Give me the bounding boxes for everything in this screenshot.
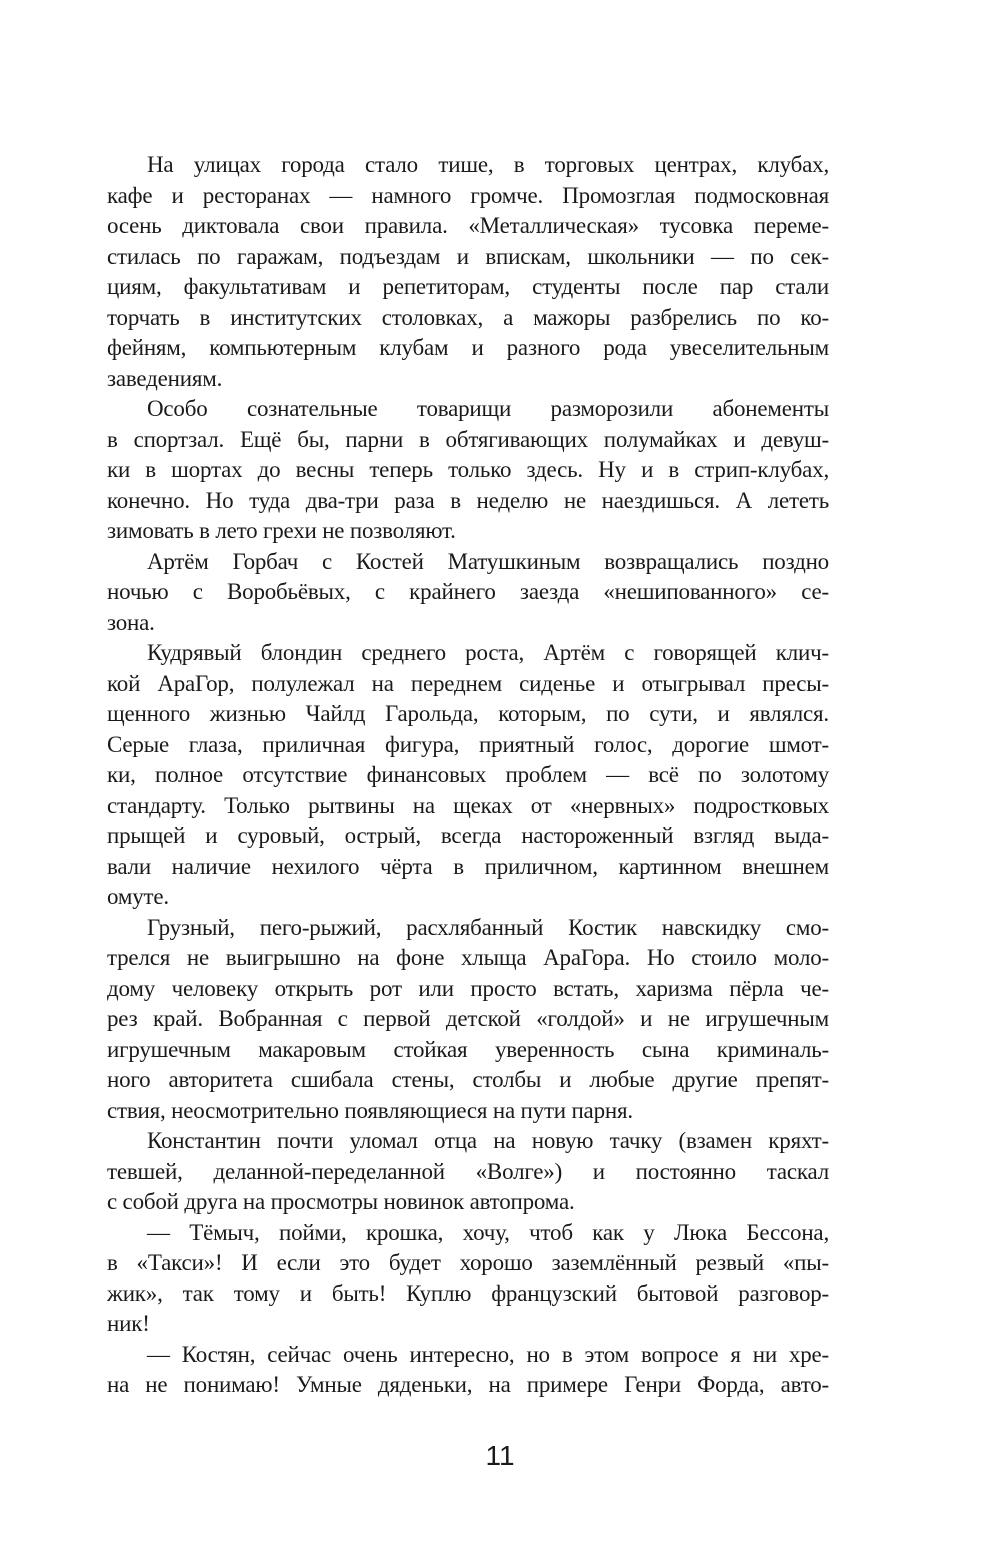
text-line: зимовать в лето грехи не позволяют. [107, 518, 456, 543]
text-line: Грузный, пего-рыжий, расхлябанный Костик навскидку смо- [147, 914, 829, 940]
text-line: в «Такси»! И если это будет хорошо заземлённый резвый «пы- [107, 1250, 829, 1275]
text-line: конечно. Но туда два-три раза в неделю не наездишься. А лететь [107, 487, 829, 513]
text-line: На улицах города стало тише, в торговых центрах, клубах, [147, 152, 829, 177]
text-line: ки в шортах до весны теперь только здесь. Ну и в стрип-клубах, [107, 457, 829, 482]
text-line: прыщей и суровый, острый, всегда настороженный взгляд выда- [107, 823, 829, 848]
text-line: осень диктовала свои правила. «Металлическая» тусовка переме- [107, 213, 829, 238]
text-line: зона. [107, 609, 155, 635]
paragraph [107, 1126, 829, 1218]
text-line: ки, полное отсутствие финансовых проблем — всё по золотому [107, 762, 829, 787]
text-line: — Костян, сейчас очень интересно, но в этом вопросе я ни хре- [147, 1341, 829, 1367]
paragraph [107, 913, 829, 1127]
page-number: 11 [485, 1440, 515, 1471]
paragraph [107, 394, 829, 547]
text-line: в спортзал. Ещё бы, парни в обтягивающих полумайках и девуш- [107, 426, 829, 452]
text-line: Кудрявый блондин среднего роста, Артём с говорящей клич- [147, 640, 829, 665]
text-line: жик», так тому и быть! Куплю французский бытовой разговор- [107, 1280, 829, 1306]
text-line: ночью с Воробьёвых, с крайнего заезда «нешипованного» се- [107, 579, 829, 604]
paragraph [107, 1340, 829, 1401]
text-line: тевшей, деланной-переделанной «Волге») и постоянно таскал [107, 1158, 829, 1184]
text-line: омуте. [107, 884, 169, 909]
text-line: ствия, неосмотрительно появляющиеся на пути парня. [107, 1097, 633, 1123]
text-line: на не понимаю! Умные дяденьки, на примере Генри Форда, авто- [107, 1372, 829, 1397]
text-line: ник! [107, 1311, 150, 1336]
text-line: фейням, компьютерным клубам и разного рода увеселительным [107, 335, 829, 360]
text-line: щенного жизнью Чайлд Гарольда, которым, по сути, и являлся. [107, 701, 829, 726]
paragraph [107, 150, 829, 394]
text-line: кой АраГор, полулежал на переднем сиденье и отыгрывал пресы- [107, 670, 829, 696]
text-line: Особо сознательные товарищи разморозили абонементы [147, 396, 829, 421]
text-line: стилась по гаражам, подъездам и впискам, школьники — по сек- [107, 243, 829, 269]
text-line: ного авторитета сшибала стены, столбы и любые другие препят- [107, 1067, 829, 1092]
text-line: трелся не выигрышно на фоне хлыща АраГора. Но стоило моло- [107, 945, 829, 970]
text-line: кафе и ресторанах — намного громче. Промозглая подмосковная [107, 182, 829, 208]
text-line: с собой друга на просмотры новинок автопрома. [107, 1189, 575, 1214]
text-line: циям, факультативам и репетиторам, студенты после пар стали [107, 274, 829, 299]
text-line: рез край. Вобранная с первой детской «голдой» и не игрушечным [107, 1006, 829, 1031]
text-line: дому человеку открыть рот или просто встать, харизма пёрла че- [107, 975, 829, 1001]
text-line: стандарту. Только рытвины на щеках от «нервных» подростковых [107, 792, 829, 818]
text-line: торчать в институтских столовках, а мажоры разбрелись по ко- [107, 304, 829, 330]
text-line: Константин почти уломал отца на новую тачку (взамен кряхт- [147, 1128, 829, 1153]
paragraph [107, 1218, 829, 1340]
text-line: вали наличие нехилого чёрта в приличном, картинном внешнем [107, 853, 829, 879]
text-line: Артём Горбач с Костей Матушкиным возвращались поздно [147, 548, 829, 574]
text-line: заведениям. [107, 365, 223, 391]
paragraph [107, 638, 829, 913]
text-line: — Тёмыч, пойми, крошка, хочу, чтоб как у Люка Бессона, [147, 1219, 829, 1245]
text-line: Серые глаза, приличная фигура, приятный голос, дорогие шмот- [107, 731, 829, 757]
paragraph [107, 547, 829, 639]
text-line: игрушечным макаровым стойкая уверенность сына криминаль- [107, 1036, 829, 1062]
body-text [107, 150, 829, 1401]
